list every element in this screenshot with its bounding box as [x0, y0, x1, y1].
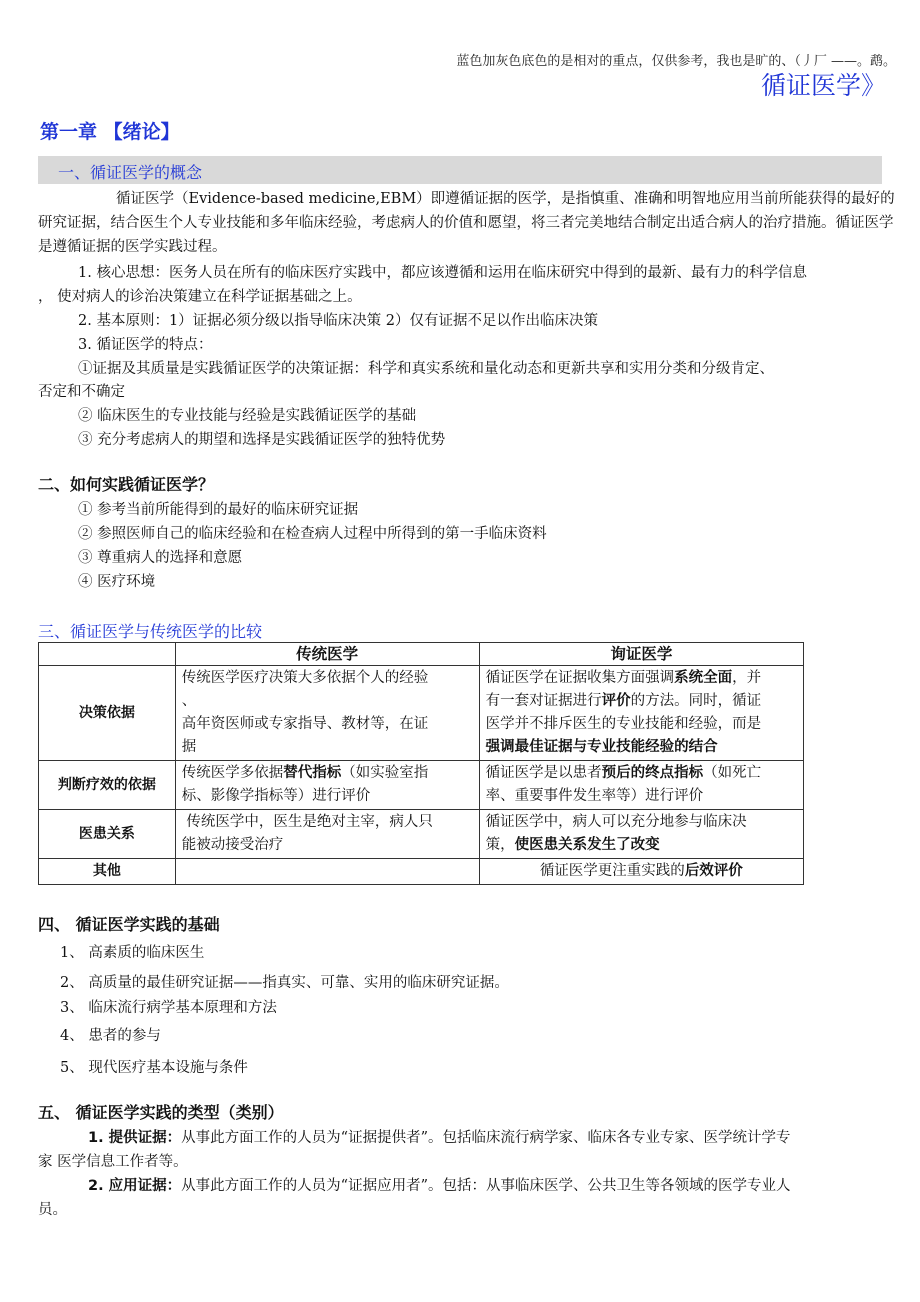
- traditional-cell: [175, 761, 479, 810]
- section1-intro: 循证医学（Evidence-based medicine,EBM）即遵循证据的医学，是指慎重、准确和明智地应用当前所能获得的最好的研究证据，结合医生个人专业技能和多年临床经验，考虑病人的价值和愿望，将三者完美地结合制定出适合病人的治疗措施。循证医学是遵循证据的医学实践过程。: [38, 191, 895, 255]
- emphasis-text: 替代指标: [283, 765, 342, 781]
- type-provide-evidence-cont: 家 医学信息工作者等。: [38, 1154, 188, 1170]
- traditional-cell: [175, 666, 479, 761]
- table-row: [39, 761, 804, 810]
- feature-1-line1: ①证据及其质量是实践循证医学的决策证据：科学和真实系统和量化动态和更新共享和实用分类和分级肯定、: [78, 361, 774, 377]
- item-label: 1. 提供证据：: [88, 1130, 182, 1146]
- emphasis-text: 系统全面: [674, 670, 733, 686]
- cell-line: 率、重要事件发生率等）进行评价: [485, 788, 704, 804]
- text-run: 循证医学是以患者: [485, 765, 602, 781]
- type-provide-evidence: [88, 1126, 790, 1147]
- cell-line: 高年资医师或专家指导、教材等，在证: [181, 716, 429, 732]
- list-item: ① 参考当前所能得到的最好的临床研究证据: [78, 502, 359, 518]
- section4-heading: 四、 循证医学实践的基础: [38, 915, 220, 934]
- list-item: 5、 现代医疗基本设施与条件: [60, 1060, 248, 1076]
- cell-line: 标、影像学指标等）进行评价: [181, 788, 371, 804]
- list-item: 2、 高质量的最佳研究证据——指真实、可靠、实用的临床研究证据。: [60, 975, 509, 991]
- text-run: （如死亡: [703, 765, 762, 781]
- cell-line: [182, 762, 473, 785]
- table-header-row: [39, 643, 804, 666]
- emphasis-text: 使医患关系发生了改变: [514, 837, 660, 853]
- section2-heading: 二、如何实践循证医学？: [38, 475, 215, 494]
- section5-heading: 五、 循证医学实践的类型（类别）: [38, 1103, 284, 1122]
- emphasis-text: 强调最佳证据与专业技能经验的结合: [485, 739, 718, 755]
- cell-line: 、: [181, 693, 197, 709]
- row-label: 医患关系: [39, 810, 176, 859]
- emphasis-text: 评价: [601, 693, 631, 709]
- section1-heading: 一、循证医学的概念: [58, 163, 203, 182]
- list-item: 3、 临床流行病学基本原理和方法: [60, 1000, 277, 1016]
- table-row: [39, 666, 804, 761]
- text-run: ，并: [732, 670, 762, 686]
- table-row: [39, 810, 804, 859]
- row-label: 其他: [39, 859, 176, 885]
- ebm-cell: [479, 810, 803, 859]
- item-label: 2. 应用证据：: [88, 1178, 182, 1194]
- basic-principle: 2. 基本原则：1）证据必须分级以指导临床决策 2）仅有证据不足以作出临床决策: [78, 313, 599, 329]
- text-run: 循证医学在证据收集方面强调: [485, 670, 675, 686]
- cell-line: 传统医学中，医生是绝对主宰，病人只: [181, 814, 433, 830]
- header-ebm: 询证医学: [479, 643, 803, 666]
- header-empty-cell: [39, 643, 176, 666]
- document-title: 循证医学》: [760, 71, 886, 100]
- list-item: ③ 尊重病人的选择和意愿: [78, 550, 243, 566]
- cell-line: [486, 690, 797, 713]
- features-title: 3. 循证医学的特点：: [78, 337, 213, 353]
- list-item: 4、 患者的参与: [60, 1028, 161, 1044]
- cell-line: [486, 834, 797, 857]
- cell-line: 据: [181, 739, 197, 755]
- ebm-cell: [479, 666, 803, 761]
- cell-line: [486, 667, 797, 690]
- text-run: （如实验室指: [341, 765, 429, 781]
- cell-line: 循证医学中，病人可以充分地参与临床决: [485, 814, 747, 830]
- ebm-cell: [479, 761, 803, 810]
- list-item: ② 参照医师自己的临床经验和在检查病人过程中所得到的第一手临床资料: [78, 526, 547, 542]
- core-idea-line2: ， 使对病人的诊治决策建立在科学证据基础之上。: [38, 289, 362, 305]
- core-idea-line1: 1. 核心思想：医务人员在所有的临床医疗实践中，都应该遵循和运用在临床研究中得到的最新、最有力的科学信息: [78, 265, 807, 281]
- traditional-cell: [175, 810, 479, 859]
- comparison-table: [38, 642, 804, 885]
- row-label: 判断疗效的依据: [39, 761, 176, 810]
- item-text: 从事此方面工作的人员为“证据应用者”。包括：从事临床医学、公共卫生等各领域的医学专业人: [181, 1178, 791, 1194]
- row-label: 决策依据: [39, 666, 176, 761]
- feature-3: ③ 充分考虑病人的期望和选择是实践循证医学的独特优势: [78, 432, 446, 448]
- emphasis-text: 预后的终点指标: [601, 765, 704, 781]
- traditional-cell: [175, 859, 479, 885]
- text-run: 有一套对证据进行: [485, 693, 602, 709]
- cell-line: [486, 762, 797, 785]
- text-run: 策，: [485, 837, 515, 853]
- cell-line: 传统医学医疗决策大多依据个人的经验: [181, 670, 429, 686]
- section3-heading: 三、循证医学与传统医学的比较: [38, 622, 263, 641]
- cell-line: 医学并不排斥医生的专业技能和经验，而是: [485, 716, 762, 732]
- emphasis-text: 后效评价: [684, 863, 743, 879]
- feature-1-line2: 否定和不确定: [38, 384, 125, 400]
- cell-line: 能被动接受治疗: [181, 837, 284, 853]
- table-row: [39, 859, 804, 885]
- text-run: 传统医学多依据: [181, 765, 284, 781]
- header-note: 蓝色加灰色底色的是相对的重点，仅供参考，我也是旷的、（丿厂 ——。鹉。: [456, 54, 896, 69]
- header-traditional: 传统医学: [175, 643, 479, 666]
- text-run: 循证医学更注重实践的: [539, 863, 685, 879]
- list-item: 1、 高素质的临床医生: [60, 945, 205, 961]
- list-item: ④ 医疗环境: [78, 574, 156, 590]
- feature-2: ② 临床医生的专业技能与经验是实践循证医学的基础: [78, 408, 417, 424]
- ebm-cell: [479, 859, 803, 885]
- type-apply-evidence: [88, 1174, 790, 1195]
- chapter-title: 第一章 【绪论】: [40, 121, 180, 143]
- type-apply-evidence-cont: 员。: [38, 1202, 67, 1218]
- item-text: 从事此方面工作的人员为“证据提供者”。包括临床流行病学家、临床各专业专家、医学统计学专: [181, 1130, 791, 1146]
- text-run: 的方法。同时，循证: [630, 693, 762, 709]
